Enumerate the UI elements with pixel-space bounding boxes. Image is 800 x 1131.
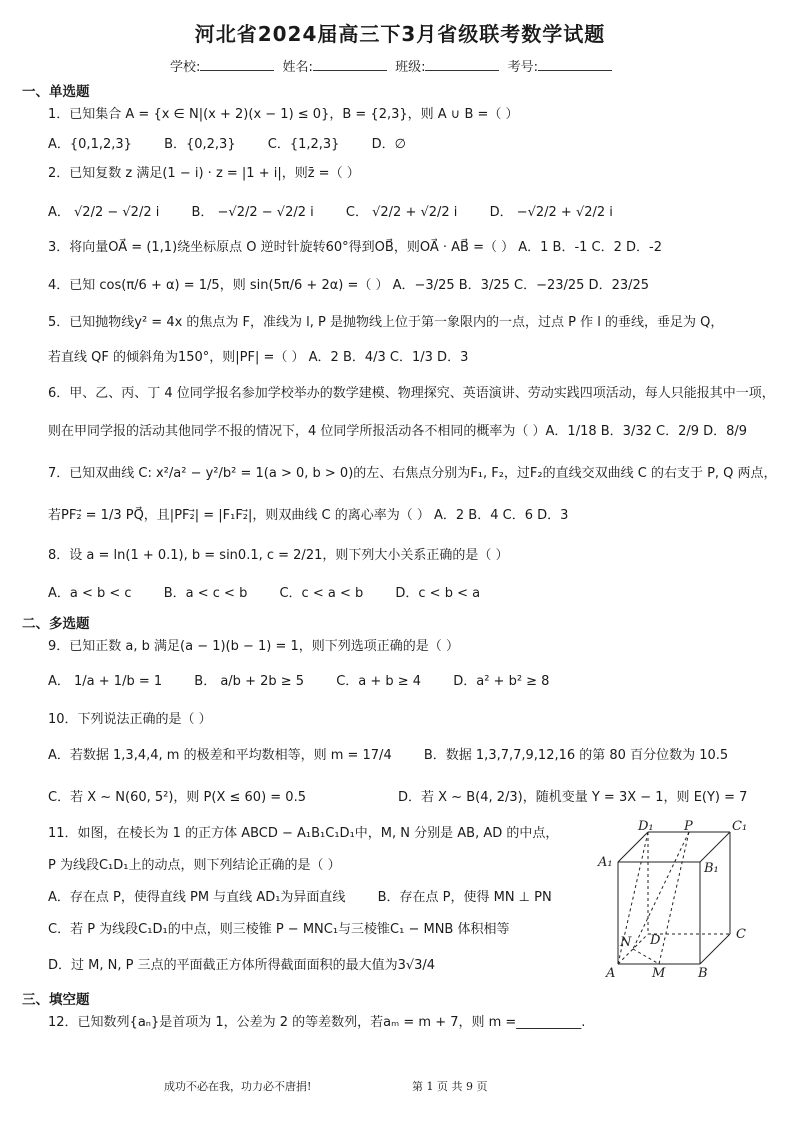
q9-option-c: C．a + b ≥ 4 — [336, 674, 422, 689]
q2-option-b: B． −√2/2 − √2/2 i — [191, 205, 314, 220]
label-c: C — [736, 927, 746, 942]
q10-option-a: A．若数据 1,3,4,4, m 的极差和平均数相等，则 m = 17/4 — [48, 748, 392, 763]
q5-line-1: 5．已知抛物线y² = 4x 的焦点为 F，准线为 l, P 是抛物线上位于第一象限内的一点，过点 P 作 l 的垂线，垂足为 Q， — [48, 315, 724, 330]
q8-option-a: A．a < b < c — [48, 586, 132, 601]
cube-figure — [580, 820, 770, 980]
label-m: M — [652, 966, 666, 980]
q8-stem: 8．设 a = ln(1 + 0.1), b = sin0.1, c = 2/21，则下列大小关系正确的是（ ） — [48, 548, 509, 563]
hidden-segment-p-n — [633, 832, 689, 949]
q11-option-d: D．过 M, N, P 三点的平面截正方体所得截面面积的最大值为3√3/4 — [48, 958, 436, 973]
q10-option-d: D．若 X ~ B(4, 2/3)，随机变量 Y = 3X − 1，则 E(Y) = 7 — [398, 790, 748, 805]
q2-option-d: D． −√2/2 + √2/2 i — [489, 205, 613, 220]
q2-stem: 2．已知复数 z 满足(1 − i) · z = |1 + i|，则z̄ =（ ） — [48, 166, 360, 181]
q2-options — [48, 205, 641, 221]
exam-no-blank — [538, 58, 612, 71]
label-d1: D₁ — [638, 820, 654, 834]
student-info-row — [170, 56, 616, 75]
label-c1: C₁ — [732, 820, 748, 834]
q1-option-b: B．{0,2,3} — [164, 137, 236, 152]
q8-option-c: C．c < a < b — [279, 586, 364, 601]
class-label: 班级: — [395, 60, 426, 75]
name-blank — [313, 58, 387, 71]
q3-stem: 3．将向量OA⃗ = (1,1)绕坐标原点 O 逆时针旋转60°得到OB⃗，则OA⃗ · AB⃗ =（ ） A．1 B．-1 C．2 D．-2 — [48, 240, 662, 255]
q1-option-c: C．{1,2,3} — [267, 137, 340, 152]
q2-option-c: C． √2/2 + √2/2 i — [345, 205, 458, 220]
label-p: P — [684, 820, 693, 834]
q9-stem: 9．已知正数 a, b 满足(a − 1)(b − 1) = 1，则下列选项正确的是（ ） — [48, 639, 459, 654]
q11-line-2: P 为线段C₁D₁上的动点，则下列结论正确的是（ ） — [48, 858, 341, 873]
label-a1: A₁ — [598, 855, 613, 870]
q4-stem: 4．已知 cos(π/6 + α) = 1/5，则 sin(5π/6 + 2α) =（ ） A．−3/25 B．3/25 C．−23/25 D．23/25 — [48, 278, 650, 293]
q6-line-1: 6．甲、乙、丙、丁 4 位同学报名参加学校举办的数学建模、物理探究、英语演讲、劳动实践四项活动，每人只能报其中一项， — [48, 386, 775, 401]
q2-option-a: A． √2/2 − √2/2 i — [48, 205, 160, 220]
q1-stem: 1．已知集合 A = {x ∈ N|(x + 2)(x − 1) ≤ 0}，B = {2,3}，则 A ∪ B =（ ） — [48, 107, 519, 122]
q11-line-1: 11．如图，在棱长为 1 的正方体 ABCD − A₁B₁C₁D₁中，M, N 分别是 AB, AD 的中点， — [48, 826, 559, 841]
q11-option-b: B．存在点 P，使得 MN ⊥ PN — [377, 890, 552, 905]
q1-option-a: A．{0,1,2,3} — [48, 137, 132, 152]
hidden-segment-p-m — [659, 832, 689, 964]
q10-options-ab — [48, 748, 756, 764]
q7-line-2: 若PF₂⃗ = 1/3 PQ⃗，且|PF₂⃗| = |F₁F₂⃗|，则双曲线 C 的离心率为（ ） A．2 B．4 C．6 D．3 — [48, 508, 569, 523]
q10-option-b: B．数据 1,3,7,7,9,12,16 的第 80 百分位数为 10.5 — [423, 748, 729, 763]
q9-option-d: D．a² + b² ≥ 8 — [453, 674, 550, 689]
q11-options-ab — [48, 890, 580, 906]
label-n: N — [620, 935, 632, 950]
name-label: 姓名: — [282, 60, 313, 75]
q7-line-1: 7．已知双曲线 C: x²/a² − y²/b² = 1(a > 0, b > 0)的左、右焦点分别为F₁, F₂，过F₂的直线交双曲线 C 的右支于 P, Q 两点， — [48, 466, 777, 481]
edge-b-c — [700, 934, 730, 964]
q11-option-c: C．若 P 为线段C₁D₁的中点，则三棱锥 P − MNC₁与三棱锥C₁ − MNB 体积相等 — [48, 922, 510, 937]
edge-b1-c1 — [700, 832, 730, 862]
label-b1: B₁ — [704, 861, 719, 876]
section-heading-single-choice: 一、单选题 — [22, 84, 90, 100]
school-blank — [200, 58, 274, 71]
footer-motto: 成功不必在我，功力必不唐捐! — [164, 1080, 312, 1093]
q9-options — [48, 674, 577, 690]
q9-option-b: B． a/b + 2b ≥ 5 — [194, 674, 305, 689]
q12-stem: 12．已知数列{aₙ}是首项为 1，公差为 2 的等差数列，若aₘ = m + 7，则 m =__________. — [48, 1015, 586, 1030]
label-b: B — [698, 966, 708, 980]
label-a: A — [606, 966, 616, 980]
school-label: 学校: — [170, 60, 201, 75]
class-blank — [425, 58, 499, 71]
q8-option-d: D．c < b < a — [395, 586, 481, 601]
section-heading-multi-choice: 二、多选题 — [22, 616, 90, 632]
q8-options — [48, 586, 508, 602]
q9-option-a: A． 1/a + 1/b = 1 — [48, 674, 163, 689]
exam-no-label: 考号: — [507, 60, 538, 75]
footer-page-number: 第 1 页 共 9 页 — [412, 1080, 488, 1093]
q8-option-b: B．a < c < b — [163, 586, 248, 601]
q1-option-d: D．∅ — [371, 137, 406, 152]
q10-stem: 10．下列说法正确的是（ ） — [48, 712, 212, 727]
q6-line-2: 则在甲同学报的活动其他同学不报的情况下，4 位同学所报活动各不相同的概率为（ ）A．1/18 B．3/32 C．2/9 D．8/9 — [48, 424, 748, 439]
edge-a1-d1 — [618, 832, 648, 862]
q5-line-2: 若直线 QF 的倾斜角为150°，则|PF| =（ ） A．2 B．4/3 C．1/3 D．3 — [48, 350, 469, 365]
q1-options — [48, 137, 434, 153]
q10-option-c: C．若 X ~ N(60, 5²)，则 P(X ≤ 60) = 0.5 — [48, 790, 306, 805]
page-title: 河北省2024届高三下3月省级联考数学试题 — [194, 22, 606, 46]
section-heading-fill-in: 三、填空题 — [22, 992, 90, 1008]
label-d: D — [650, 933, 661, 948]
hidden-segment-n-m — [633, 949, 659, 964]
q11-option-a: A．存在点 P，使得直线 PM 与直线 AD₁为异面直线 — [48, 890, 346, 905]
